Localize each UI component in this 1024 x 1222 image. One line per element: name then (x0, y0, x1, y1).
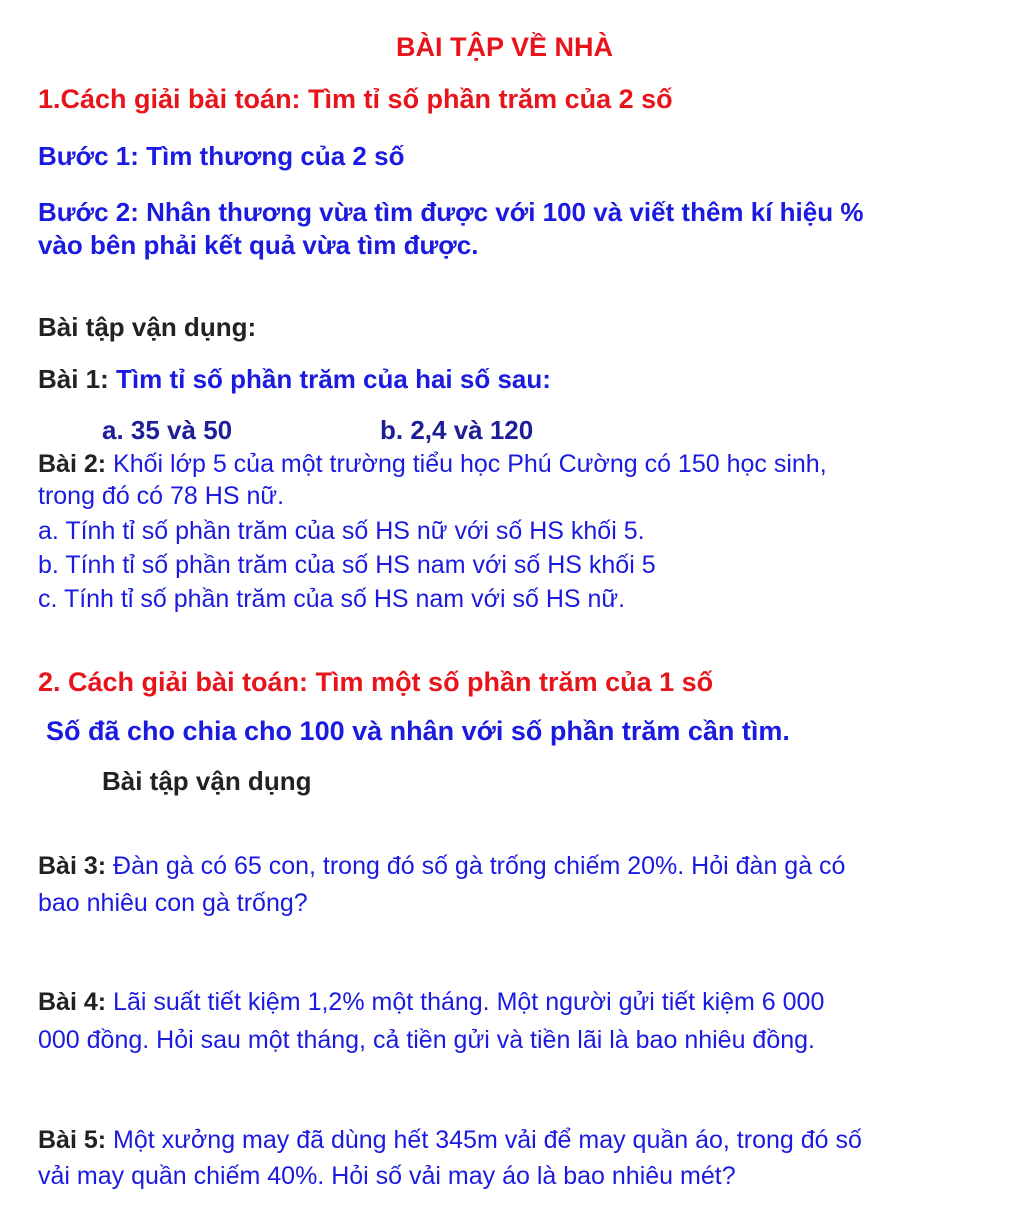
bai2-text-line2: trong đó có 78 HS nữ. (38, 482, 285, 510)
bai2-item-c: c. Tính tỉ số phần trăm của số HS nam với số HS nữ. (38, 585, 626, 613)
bai3-line1 (38, 854, 845, 879)
section2-heading: 2. Cách giải bài toán: Tìm một số phần trăm của 1 số (38, 667, 714, 697)
bai4-label: Bài 4: (38, 988, 107, 1016)
bai4-text-line1: Lãi suất tiết kiệm 1,2% một tháng. Một người gửi tiết kiệm 6 000 (106, 988, 825, 1016)
page-title: BÀI TẬP VỀ NHÀ (396, 32, 614, 62)
bai2-item-a: a. Tính tỉ số phần trăm của số HS nữ với số HS khối 5. (38, 517, 645, 545)
section1-heading: 1.Cách giải bài toán: Tìm tỉ số phần trăm của 2 số (38, 84, 673, 114)
bai3-text-line2: bao nhiêu con gà trống? (38, 889, 308, 917)
bai3-label: Bài 3: (38, 852, 107, 880)
bai1-label: Bài 1: (38, 364, 109, 394)
bai5-text-line2: vải may quần chiếm 40%. Hỏi số vải may áo là bao nhiêu mét? (38, 1162, 736, 1190)
bai2-label: Bài 2: (38, 450, 107, 478)
bai3-text-line1: Đàn gà có 65 con, trong đó số gà trống chiếm 20%. Hỏi đàn gà có (106, 852, 846, 880)
bai5-text-line1: Một xưởng may đã dùng hết 345m vải để may quần áo, trong đó số (106, 1126, 862, 1154)
step1-text: Bước 1: Tìm thương của 2 số (38, 141, 405, 171)
practice-heading-1: Bài tập vận dụng: (38, 312, 257, 342)
bai2-line1 (38, 452, 827, 477)
practice-heading-2: Bài tập vận dụng (102, 766, 312, 796)
bai2-text-line1: Khối lớp 5 của một trường tiểu học Phú Cường có 150 học sinh, (106, 450, 827, 478)
step2-text-line1: Bước 2: Nhân thương vừa tìm được với 100 và viết thêm kí hiệu % (38, 197, 864, 227)
section2-rule: Số đã cho chia cho 100 và nhân với số phần trăm cần tìm. (46, 716, 790, 746)
bai4-line1 (38, 990, 824, 1015)
bai5-line1 (38, 1128, 862, 1153)
step2-text-line2: vào bên phải kết quả vừa tìm được. (38, 230, 479, 260)
bai1-text: Tìm tỉ số phần trăm của hai số sau: (108, 364, 551, 394)
bai1-option-b: b. 2,4 và 120 (380, 415, 534, 445)
bai1-line (38, 366, 551, 392)
bai2-item-b: b. Tính tỉ số phần trăm của số HS nam với số HS khối 5 (38, 551, 656, 579)
bai4-text-line2: 000 đồng. Hỏi sau một tháng, cả tiền gửi và tiền lãi là bao nhiêu đồng. (38, 1026, 815, 1054)
bai1-option-a: a. 35 và 50 (102, 415, 233, 445)
bai5-label: Bài 5: (38, 1126, 107, 1154)
